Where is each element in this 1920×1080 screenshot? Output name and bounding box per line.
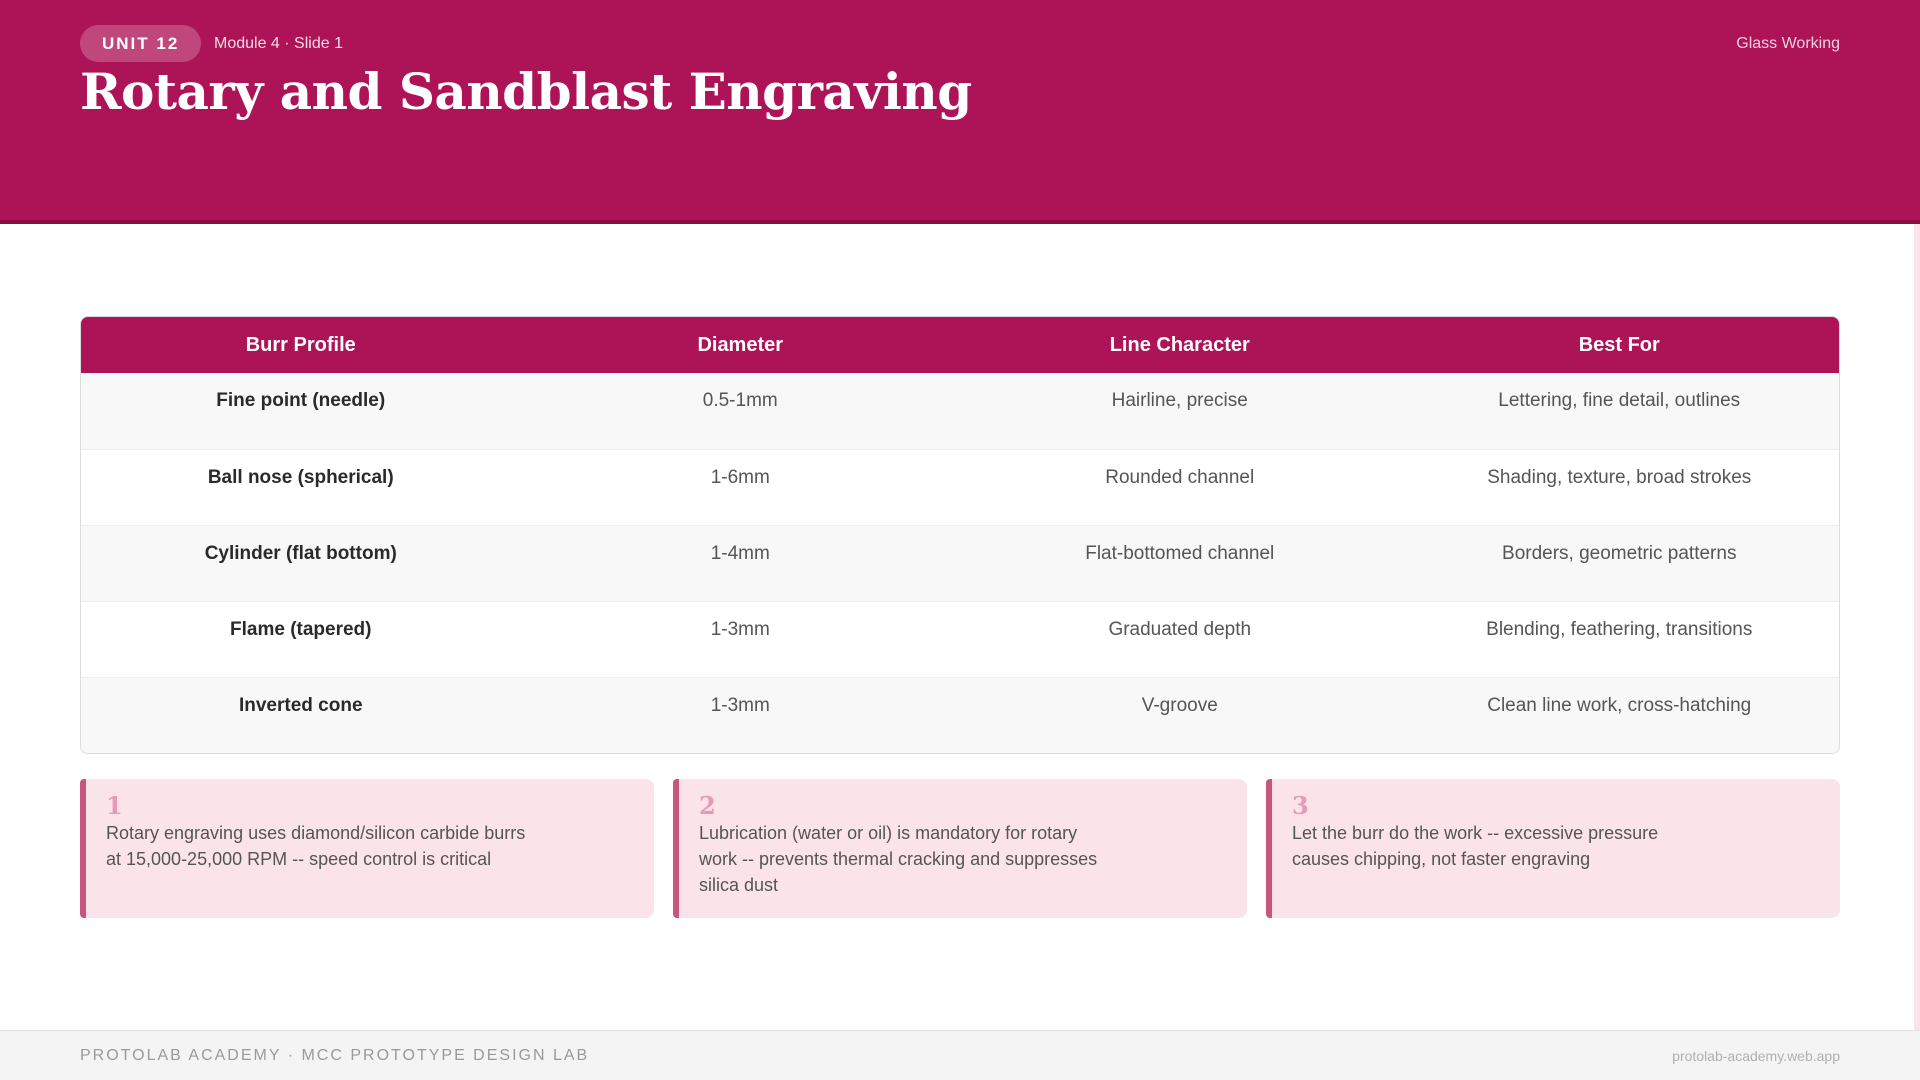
footer-organization: PROTOLAB ACADEMY · MCC PROTOTYPE DESIGN LAB: [80, 1047, 590, 1064]
cell-best-for: Borders, geometric patterns: [1400, 525, 1840, 601]
cell-diameter: 0.5-1mm: [702, 390, 778, 411]
cell-best-for: Clean line work, cross-hatching: [1400, 677, 1840, 753]
cell-line-character: V-groove: [960, 677, 1400, 753]
cell-burr-profile: Inverted cone: [81, 677, 521, 753]
cell-best-for: Blending, feathering, transitions: [1400, 601, 1840, 677]
cell-best-for: Shading, texture, broad strokes: [1400, 449, 1840, 525]
table-header-row: [81, 317, 1839, 373]
note-card: [673, 779, 1247, 918]
footer-url: protolab-academy.web.app: [1672, 1048, 1840, 1064]
cell-burr-profile: Flame (tapered): [81, 601, 521, 677]
cell-diameter: 1-3mm: [521, 601, 961, 677]
course-label: Glass Working: [1736, 35, 1840, 52]
data-table: [81, 317, 1839, 753]
burr-profile-table: [80, 316, 1840, 754]
note-text: Let the burr do the work -- excessive pressure causes chipping, not faster engraving: [1292, 823, 1659, 869]
cell-diameter: 1-4mm: [521, 525, 961, 601]
cell-diameter: 1-6mm: [521, 449, 961, 525]
table-row: [81, 525, 1839, 601]
cell-burr-profile: Cylinder (flat bottom): [81, 525, 521, 601]
table-row: [81, 601, 1839, 677]
note-text: Lubrication (water or oil) is mandatory for rotary work -- prevents thermal cracking and suppresses silica dust: [699, 823, 1098, 895]
note-text: Rotary engraving uses diamond/silicon carbide burrs at 15,000-25,000 RPM -- speed control is critical: [106, 823, 526, 869]
cell-line-character: Flat-bottomed channel: [960, 525, 1400, 601]
table-row: [81, 373, 1839, 449]
cell-line-character: Rounded channel: [960, 449, 1400, 525]
right-edge-strip: [1914, 224, 1920, 1030]
footer: [0, 1030, 1920, 1080]
note-number: 1: [106, 791, 123, 820]
note-card: [1266, 779, 1840, 918]
cell-line-character: Graduated depth: [960, 601, 1400, 677]
unit-badge: UNIT 12: [80, 25, 201, 62]
cell-line-character: Hairline, precise: [1111, 390, 1248, 411]
cell-burr-profile: Fine point (needle): [216, 390, 386, 411]
key-points: [80, 779, 1840, 918]
note-number: 2: [699, 791, 716, 820]
cell-diameter: 1-3mm: [521, 677, 961, 753]
cell-best-for: Lettering, fine detail, outlines: [1498, 390, 1741, 411]
cell-burr-profile: Ball nose (spherical): [81, 449, 521, 525]
column-header-diameter: Diameter: [697, 333, 784, 356]
column-header-best-for: Best For: [1578, 333, 1660, 356]
column-header-burr-profile: Burr Profile: [245, 333, 356, 356]
header-banner: [0, 0, 1920, 224]
page-title: Rotary and Sandblast Engraving: [80, 62, 972, 121]
table-row: [81, 677, 1839, 753]
column-header-line-character: Line Character: [1109, 333, 1250, 356]
module-label: Module 4 · Slide 1: [214, 35, 343, 52]
note-number: 3: [1292, 791, 1309, 820]
note-card: [80, 779, 654, 918]
table-row: [81, 449, 1839, 525]
